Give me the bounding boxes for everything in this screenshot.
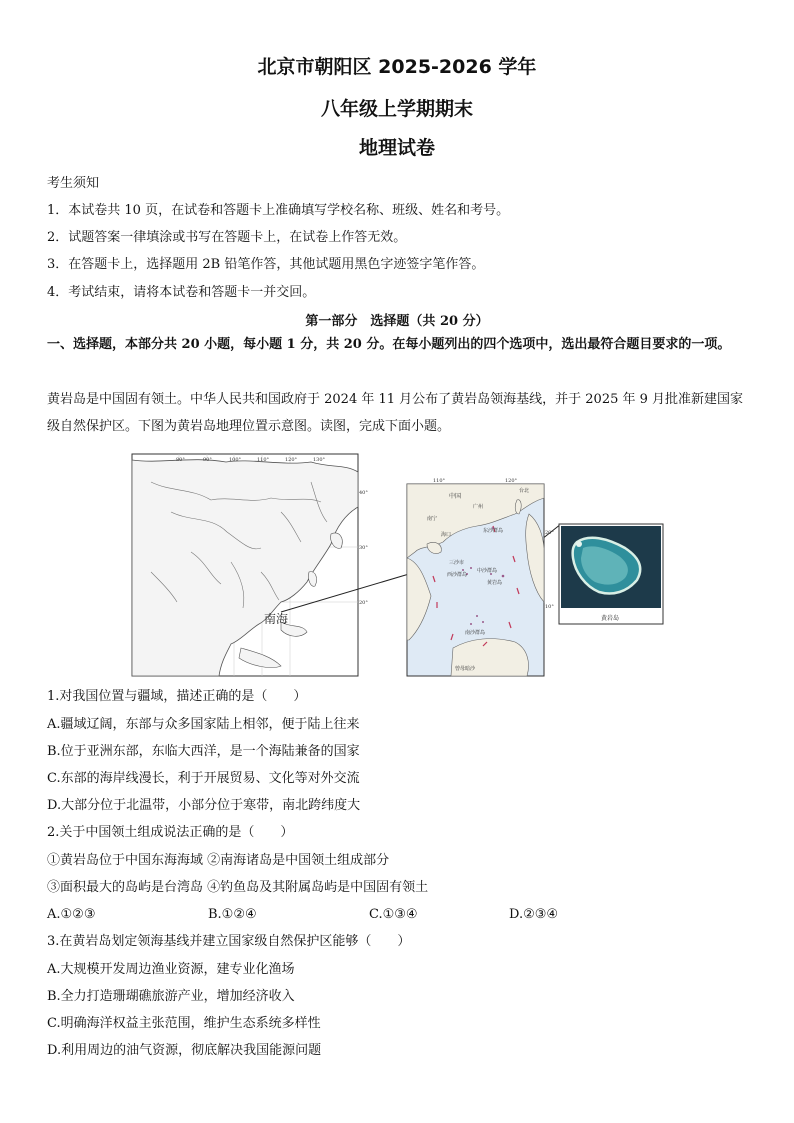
question-2-statement-2: ③面积最大的岛屿是台湾岛 ④钓鱼岛及其附属岛屿是中国固有领土 (47, 880, 429, 895)
section-instruction: 一、选择题，本部分共 20 小题，每小题 1 分，共 20 分。在每小题列出的四个选项中，选出最符合题目要求的一项。 (47, 337, 731, 352)
question-3-stem: 3.在黄岩岛划定领海基线并建立国家级自然保护区能够（ ） (47, 934, 411, 949)
notice-item-4: 4．考试结束，请将本试卷和答题卡一并交回。 (47, 285, 316, 300)
map2-lat-10: 10° (545, 604, 554, 610)
lon-label-90: 90° (203, 457, 212, 463)
label-sansha: 三沙市 (449, 560, 465, 566)
label-xisha: 西沙群岛 (447, 572, 468, 578)
question-1-option-d: D.大部分位于北温带，小部分位于寒带，南北跨纬度大 (47, 798, 361, 813)
lon-label-120: 120° (285, 457, 298, 463)
lon-label-80: 80° (176, 457, 185, 463)
asia-map (132, 454, 368, 676)
lon-label-100: 100° (229, 457, 242, 463)
exam-title-line2: 八年级上学期期末 (320, 98, 473, 120)
question-2-option-d: D.②③④ (509, 907, 559, 922)
question-3-option-b: B.全力打造珊瑚礁旅游产业，增加经济收入 (47, 989, 295, 1004)
huangyan-photo (559, 524, 663, 624)
question-3-option-a: A.大规模开发周边渔业资源，建专业化渔场 (47, 962, 295, 977)
label-nanning: 南宁 (427, 516, 438, 522)
label-zengmu: 曾母暗沙 (455, 666, 476, 672)
question-1-option-a: A.疆域辽阔，东部与众多国家陆上相邻，便于陆上往来 (47, 717, 360, 732)
label-huangyan-map: 黄岩岛 (487, 580, 503, 586)
question-2-option-c: C.①③④ (369, 907, 418, 922)
question-2-stem: 2.关于中国领土组成说法正确的是（ ） (47, 825, 294, 840)
location-map-svg (131, 452, 666, 678)
exam-title-subject: 地理试卷 (358, 137, 435, 159)
lat-label-30: 30° (359, 545, 368, 551)
lat-label-40: 40° (359, 490, 368, 496)
location-figure (131, 452, 666, 678)
map2-lon-110: 110° (433, 478, 446, 484)
label-china: 中国 (449, 493, 462, 500)
map2-lat-20: 20° (545, 530, 554, 536)
question-1-option-b: B.位于亚洲东部，东临大西洋，是一个海陆兼备的国家 (47, 744, 360, 759)
question-2-statement-1: ①黄岩岛位于中国东海海域 ②南海诸岛是中国领土组成部分 (47, 853, 390, 868)
south-china-sea-map (407, 478, 554, 676)
lon-label-110: 110° (257, 457, 270, 463)
question-1-stem: 1.对我国位置与疆域，描述正确的是（ ） (47, 689, 307, 704)
map2-lon-120: 120° (505, 478, 518, 484)
label-nansha: 南沙群岛 (465, 630, 486, 636)
question-2-option-a: A.①②③ (47, 907, 96, 922)
lat-label-20: 20° (359, 600, 368, 606)
notice-item-2: 2．试题答案一律填涂或书写在答题卡上，在试卷上作答无效。 (47, 230, 407, 245)
nanhai-label: 南海 (264, 612, 289, 626)
passage-text: 黄岩岛是中国固有领土。中华人民共和国政府于 2024 年 11 月公布了黄岩岛领海基线，并于 2025 年 9 月批准新建国家级自然保护区。下图为黄岩岛地理位置示意图。读图，完成下面小题。 (47, 392, 744, 434)
exam-title-line1: 北京市朝阳区 2025-2026 学年 (257, 56, 537, 78)
label-haikou: 海口 (441, 532, 452, 538)
label-taibei: 台北 (519, 488, 530, 494)
question-2-option-b: B.①②④ (208, 907, 257, 922)
label-guangzhou: 广州 (473, 504, 484, 510)
section-title: 第一部分 选择题（共 20 分） (305, 314, 489, 329)
photo-caption: 黄岩岛 (601, 615, 620, 622)
notice-item-3: 3．在答题卡上，选择题用 2B 铅笔作答，其他试题用黑色字迹签字笔作答。 (47, 257, 485, 272)
question-1-option-c: C.东部的海岸线漫长，利于开展贸易、文化等对外交流 (47, 771, 360, 786)
lon-label-130: 130° (313, 457, 326, 463)
label-zhongsha: 中沙群岛 (477, 568, 498, 574)
question-3-option-c: C.明确海洋权益主张范围，维护生态系统多样性 (47, 1016, 321, 1031)
notice-heading: 考生须知 (47, 176, 100, 191)
label-dongsha: 东沙群岛 (483, 528, 504, 534)
notice-item-1: 1．本试卷共 10 页，在试卷和答题卡上准确填写学校名称、班级、姓名和考号。 (47, 203, 510, 218)
question-3-option-d: D.利用周边的油气资源，彻底解决我国能源问题 (47, 1043, 322, 1058)
